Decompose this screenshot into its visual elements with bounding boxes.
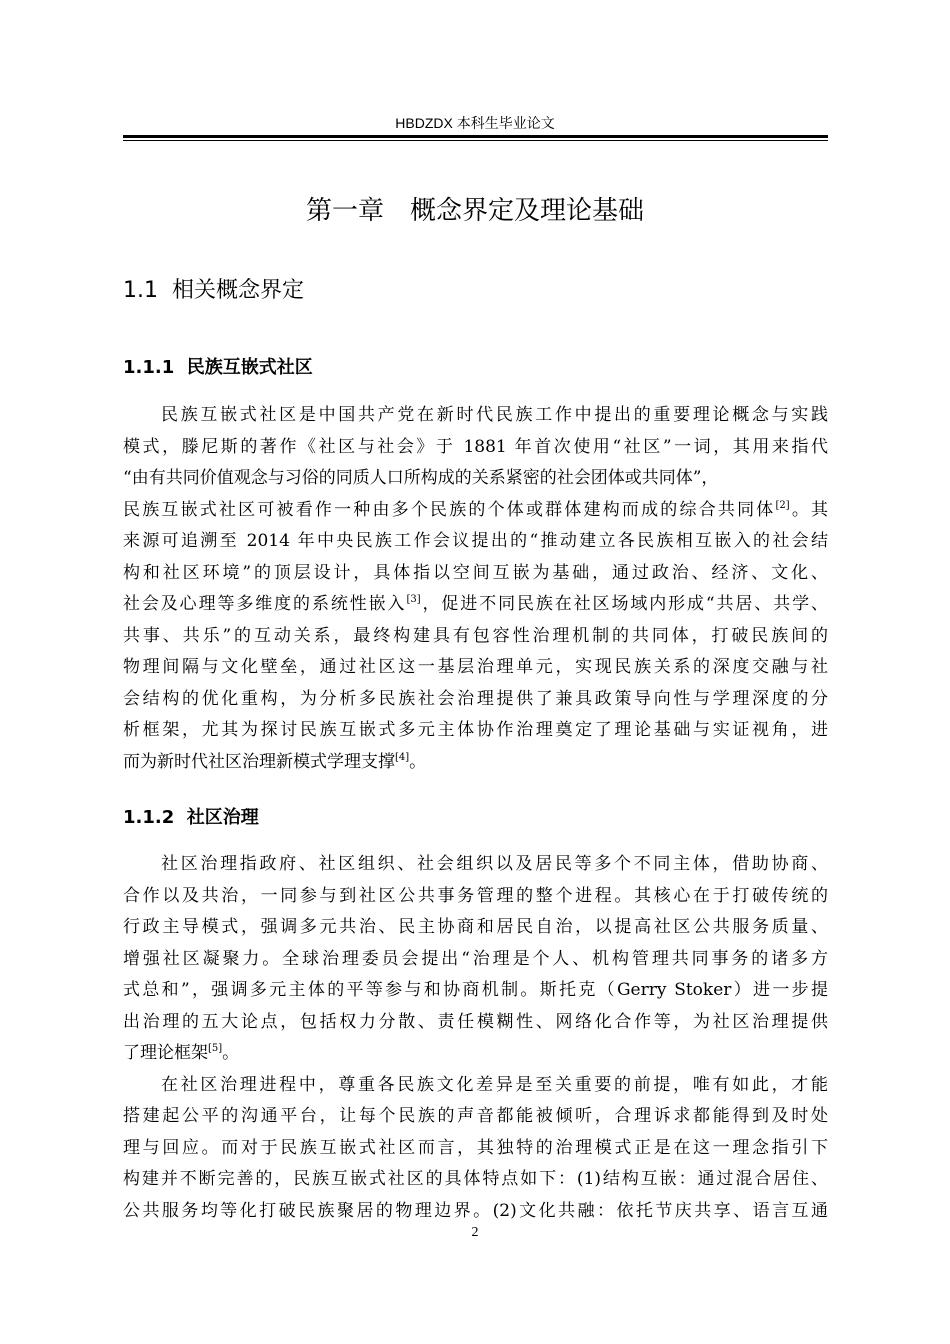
text-line: 公共服务均等化打破民族聚居的物理边界。(2)文化共融：依托节庆共享、语言互通 bbox=[123, 1200, 828, 1221]
text-line: 构建并不断完善的，民族互嵌式社区的具体特点如下：(1)结构互嵌：通过混合居住、 bbox=[123, 1169, 828, 1189]
subsection-title-1-1-2: 1.1.2 社区治理 bbox=[123, 807, 259, 828]
text-line: 合作以及共治，一同参与到社区公共事务管理的整个进程。其核心在于打破传统的 bbox=[123, 885, 828, 906]
citation-ref: [2] bbox=[775, 499, 790, 511]
text-line: 析框架，尤其为探讨民族互嵌式多元主体协作治理奠定了理论基础与实证视角，进 bbox=[123, 720, 828, 740]
page-number: 2 bbox=[471, 1225, 479, 1240]
subsection-title-1-1-1: 1.1.1 民族互嵌式社区 bbox=[123, 357, 313, 378]
text-line: 共事、共乐”的互动关系，最终构建具有包容性治理机制的共同体，打破民族间的 bbox=[123, 625, 828, 646]
paragraph-community-governance bbox=[123, 849, 828, 1227]
text-line: 来源可追溯至 2014 年中央民族工作会议提出的“推动建立各民族相互嵌入的社会结 bbox=[123, 531, 828, 551]
text-line: 在社区治理进程中，尊重各民族文化差异是至关重要的前提，唯有如此，才能 bbox=[161, 1074, 828, 1095]
text-line: 增强社区凝聚力。全球治理委员会提出“治理是个人、机构管理共同事务的诸多方 bbox=[123, 948, 828, 969]
text-line: 民族互嵌式社区是中国共产党在新时代民族工作中提出的重要理论概念与实践 bbox=[161, 405, 828, 425]
header-rule-thin bbox=[123, 140, 828, 141]
text-line: 式总和”，强调多元主体的平等参与和协商机制。斯托克（Gerry Stoker）进一步提 bbox=[123, 980, 828, 1000]
text-line: 物理间隔与文化壁垒，通过社区这一基层治理单元，实现民族关系的深度交融与社 bbox=[123, 657, 828, 677]
text-line: 会结构的优化重构，为分析多民族社会治理提供了兼具政策导向性与学理深度的分 bbox=[123, 688, 828, 709]
text-line: 行政主导模式，强调多元共治、民主协商和居民自治，以提高社区公共服务质量、 bbox=[123, 917, 828, 937]
text-line: 搭建起公平的沟通平台，让每个民族的声音都能被倾听，合理诉求都能得到及时处 bbox=[123, 1106, 828, 1126]
text-line: 而为新时代社区治理新模式学理支撑[4]。 bbox=[123, 751, 427, 772]
text-line: 民族互嵌式社区可被看作一种由多个民族的个体或群体建构而成的综合共同体[2]。其 bbox=[123, 499, 829, 520]
text-line: 社会及心理等多维度的系统性嵌入[3]，促进不同民族在社区场域内形成“共居、共学、 bbox=[123, 594, 828, 614]
chapter-title: 第一章 概念界定及理论基础 bbox=[305, 196, 644, 226]
citation-ref: [5] bbox=[208, 1043, 223, 1054]
text-line: 模式，滕尼斯的著作《社区与社会》于 1881 年首次使用“社区”一词，其用来指代 bbox=[123, 436, 828, 457]
section-title: 1.1 相关概念界定 bbox=[123, 278, 304, 303]
paragraph-ethnic-community bbox=[123, 400, 828, 778]
text-line: 理与回应。而对于民族互嵌式社区而言，其独特的治理模式正是在这一理念指引下 bbox=[123, 1137, 828, 1158]
citation-ref: [4] bbox=[395, 751, 410, 763]
text-line: 社区治理指政府、社区组织、社会组织以及居民等多个不同主体，借助协商、 bbox=[161, 854, 828, 874]
text-line: 构和社区环境”的顶层设计，具体指以空间互嵌为基础，通过政治、经济、文化、 bbox=[123, 562, 828, 583]
running-header: HBDZDX 本科生毕业论文 bbox=[395, 115, 555, 131]
text-line: 了理论框架[5]。 bbox=[123, 1043, 240, 1063]
header-rule-thick bbox=[123, 135, 828, 138]
citation-ref: [3] bbox=[406, 594, 421, 605]
text-line: 出治理的五大论点，包括权力分散、责任模糊性、网络化合作等，为社区治理提供 bbox=[123, 1011, 828, 1032]
text-line: “由有共同价值观念与习俗的同质人口所构成的关系紧密的社会团体或共同体”， bbox=[123, 468, 719, 488]
